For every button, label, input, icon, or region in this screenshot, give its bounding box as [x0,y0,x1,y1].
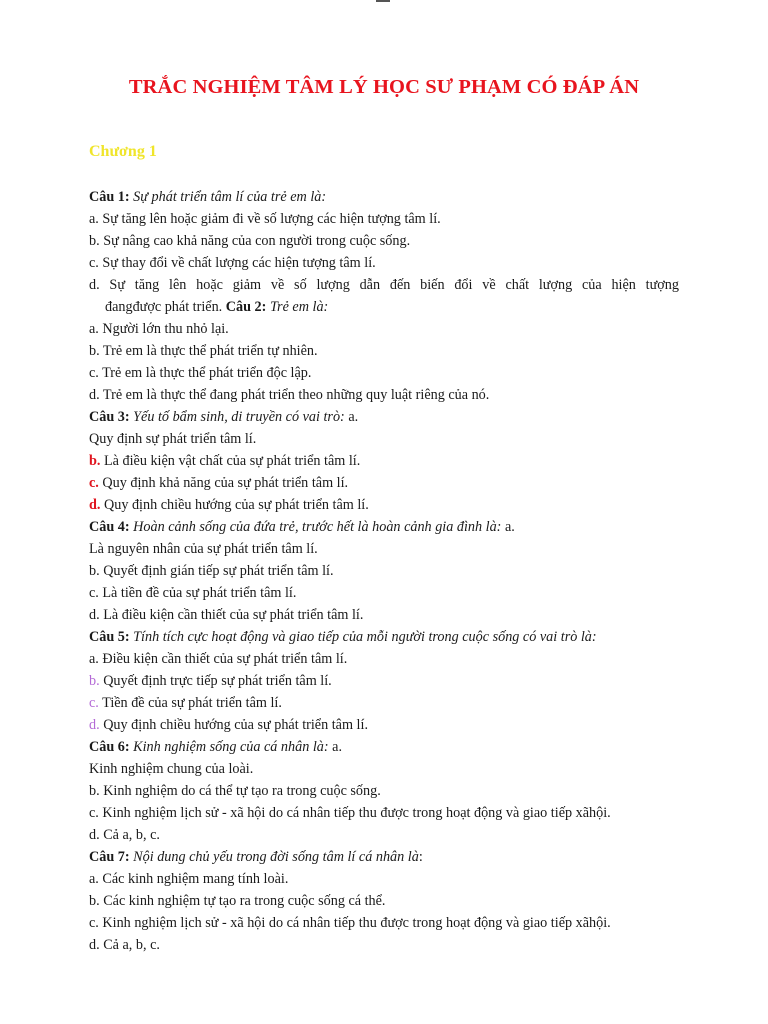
question-label: Câu 7: [89,849,130,865]
question-3 [89,406,679,428]
option-line: Quy định sự phát triển tâm lí. [89,431,257,447]
option-line: a. Người lớn thu nhỏ lại. [89,321,229,337]
question-1 [89,186,679,208]
option-line: b. Quyết định gián tiếp sự phát triển tâm lí. [89,563,334,579]
question-label: Câu 3: [89,409,130,425]
option-line: a. Các kinh nghiệm mang tính loài. [89,871,289,887]
question-label: Câu 2: [225,299,267,315]
option-text: Quy định khả năng của sự phát triển tâm lí. [98,475,349,491]
option-line: Kinh nghiệm chung của loài. [89,761,254,777]
option-text: Quy định chiều hướng của sự phát triển tâm lí. [99,717,368,733]
option-line: b. Trẻ em là thực thể phát triển tự nhiên. [89,343,318,359]
option-line: c. Kinh nghiệm lịch sử - xã hội do cá nhân tiếp thu được trong hoạt động và giao tiếp xãhội. [89,805,611,821]
option-letter: b. [89,673,100,689]
question-text: Trẻ em là: [266,299,329,315]
chapter-heading: Chương 1 [89,143,157,160]
option-line [89,692,679,714]
question-text: Kinh nghiệm sống của cá nhân là: [129,739,329,755]
question-5 [89,626,679,648]
question-text: Yếu tố bẩm sinh, di truyền có vai trò: [129,409,345,425]
option-line: b. Kinh nghiệm do cá thể tự tạo ra trong cuộc sống. [89,783,381,799]
option-line: Là nguyên nhân của sự phát triển tâm lí. [89,541,318,557]
option-start: a. [501,519,515,535]
option-line [89,450,679,472]
option-line: d. Trẻ em là thực thể đang phát triển theo những quy luật riêng của nó. [89,387,490,403]
question-label: Câu 5: [89,629,130,645]
top-mark [376,0,390,2]
question-2 [89,296,679,318]
option-line: d. Sự tăng lên hoặc giảm về số lượng dẫn đến biến đổi về chất lượng của hiện tượng [89,277,679,293]
option-line [89,494,679,516]
option-line: c. Là tiền đề của sự phát triển tâm lí. [89,585,297,601]
question-text: Tính tích cực hoạt động và giao tiếp của mỗi người trong cuộc sống có vai trò là: [129,629,597,645]
document-title: TRẮC NGHIỆM TÂM LÝ HỌC SƯ PHẠM CÓ ĐÁP ÁN [128,76,640,98]
option-line: d. Cả a, b, c. [89,827,160,843]
option-start: a. [344,409,359,425]
option-letter: d. [89,717,100,733]
question-7 [89,846,679,868]
question-4 [89,516,679,538]
question-text: Nội dung chủ yếu trong đời sống tâm lí cá nhân là [129,849,419,865]
question-text: Sự phát triển tâm lí của trẻ em là: [129,189,327,205]
option-line: c. Trẻ em là thực thể phát triển độc lập. [89,365,312,381]
option-line: c. Kinh nghiệm lịch sử - xã hội do cá nhân tiếp thu được trong hoạt động và giao tiếp xãhội. [89,915,611,931]
option-line: b. Các kinh nghiệm tự tạo ra trong cuộc sống cá thể. [89,893,386,909]
option-line: d. Cả a, b, c. [89,937,160,953]
question-label: Câu 1: [89,189,130,205]
option-text: Quy định chiều hướng của sự phát triển tâm lí. [100,497,369,513]
option-letter: b. [89,453,101,469]
option-letter: c. [89,475,99,491]
option-text: Là điều kiện vật chất của sự phát triển tâm lí. [100,453,361,469]
option-text: Tiền đề của sự phát triển tâm lí. [98,695,282,711]
option-letter: d. [89,497,101,513]
option-line: a. Sự tăng lên hoặc giảm đi về số lượng các hiện tượng tâm lí. [89,211,441,227]
option-line [89,714,679,736]
question-colon: : [418,849,423,865]
option-continuation: đangđược phát triển. [105,299,226,315]
question-text: Hoàn cảnh sống của đứa trẻ, trước hết là hoàn cảnh gia đình là: [129,519,502,535]
option-line: c. Sự thay đổi về chất lượng các hiện tượng tâm lí. [89,255,376,271]
option-text: Quyết định trực tiếp sự phát triển tâm lí. [99,673,332,689]
question-label: Câu 4: [89,519,130,535]
option-line [89,472,679,494]
question-label: Câu 6: [89,739,130,755]
question-6 [89,736,679,758]
option-line: a. Điều kiện cần thiết của sự phát triển tâm lí. [89,651,348,667]
question-list [89,186,679,956]
option-line: d. Là điều kiện cần thiết của sự phát triển tâm lí. [89,607,364,623]
option-line [89,670,679,692]
option-start: a. [328,739,343,755]
option-letter: c. [89,695,99,711]
option-line: b. Sự nâng cao khả năng của con người trong cuộc sống. [89,233,411,249]
